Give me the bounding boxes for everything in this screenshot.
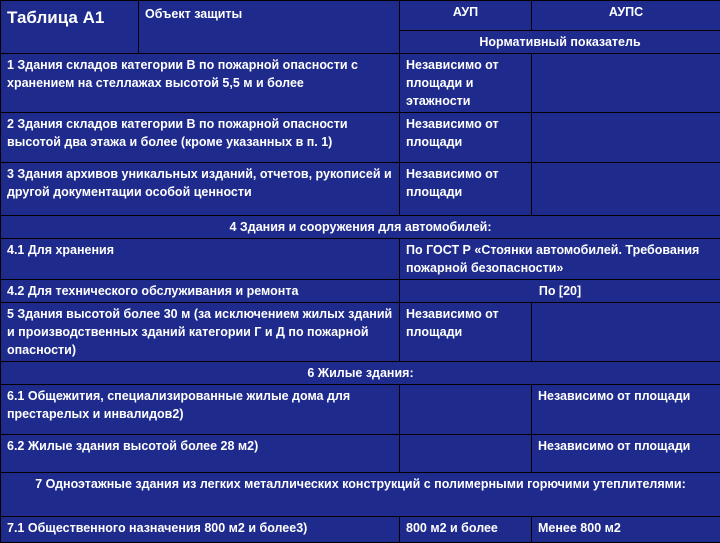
section-heading: 7 Одноэтажные здания из легких металлических конструкций с полимерными горючими утеплителями: bbox=[1, 473, 720, 517]
section-row bbox=[1, 473, 720, 517]
section-heading: 4 Здания и сооружения для автомобилей: bbox=[1, 216, 720, 239]
table-label: Таблица А1 bbox=[1, 1, 139, 54]
table-row bbox=[1, 113, 720, 163]
aup-cell bbox=[400, 435, 532, 473]
aup-cell: Независимо от площади и этажности bbox=[400, 54, 532, 113]
table-row bbox=[1, 54, 720, 113]
object-cell: 6.2 Жилые здания высотой более 28 м2) bbox=[1, 435, 400, 473]
table-row bbox=[1, 280, 720, 303]
table-row bbox=[1, 435, 720, 473]
table-row bbox=[1, 517, 720, 543]
aup-cell: Независимо от площади bbox=[400, 113, 532, 163]
aups-column-header: АУПС bbox=[532, 1, 720, 31]
object-column-header: Объект защиты bbox=[139, 1, 400, 54]
object-cell: 3 Здания архивов уникальных изданий, отчетов, рукописей и другой документации особой ценности bbox=[1, 163, 400, 216]
section-row bbox=[1, 362, 720, 385]
aup-cell: Независимо от площади bbox=[400, 163, 532, 216]
table-row bbox=[1, 385, 720, 435]
aups-cell bbox=[532, 113, 720, 163]
header-row bbox=[1, 1, 720, 31]
table-row bbox=[1, 303, 720, 362]
aup-cell: 800 м2 и более bbox=[400, 517, 532, 543]
aups-cell: Независимо от площади bbox=[532, 435, 720, 473]
aups-cell bbox=[532, 303, 720, 362]
aups-cell: Менее 800 м2 bbox=[532, 517, 720, 543]
object-cell: 6.1 Общежития, специализированные жилые дома для престарелых и инвалидов2) bbox=[1, 385, 400, 435]
section-row bbox=[1, 216, 720, 239]
object-cell: 7.1 Общественного назначения 800 м2 и более3) bbox=[1, 517, 400, 543]
table-row bbox=[1, 239, 720, 280]
table-row bbox=[1, 163, 720, 216]
aup-column-header: АУП bbox=[400, 1, 532, 31]
aup-cell: Независимо от площади bbox=[400, 303, 532, 362]
section-heading: 6 Жилые здания: bbox=[1, 362, 720, 385]
object-cell: 1 Здания складов категории В по пожарной опасности с хранением на стеллажах высотой 5,5 м и более bbox=[1, 54, 400, 113]
merged-value-cell: По [20] bbox=[400, 280, 720, 303]
aups-cell bbox=[532, 54, 720, 113]
aup-cell bbox=[400, 385, 532, 435]
object-cell: 4.2 Для технического обслуживания и ремонта bbox=[1, 280, 400, 303]
normative-header: Нормативный показатель bbox=[400, 31, 720, 54]
object-cell: 4.1 Для хранения bbox=[1, 239, 400, 280]
object-cell: 2 Здания складов категории В по пожарной опасности высотой два этажа и более (кроме указанных в п. 1) bbox=[1, 113, 400, 163]
merged-value-cell: По ГОСТ Р «Стоянки автомобилей. Требования пожарной безопасности» bbox=[400, 239, 720, 280]
aups-cell: Независимо от площади bbox=[532, 385, 720, 435]
object-cell: 5 Здания высотой более 30 м (за исключением жилых зданий и производственных зданий категории Г и Д по пожарной опасности) bbox=[1, 303, 400, 362]
aups-cell bbox=[532, 163, 720, 216]
